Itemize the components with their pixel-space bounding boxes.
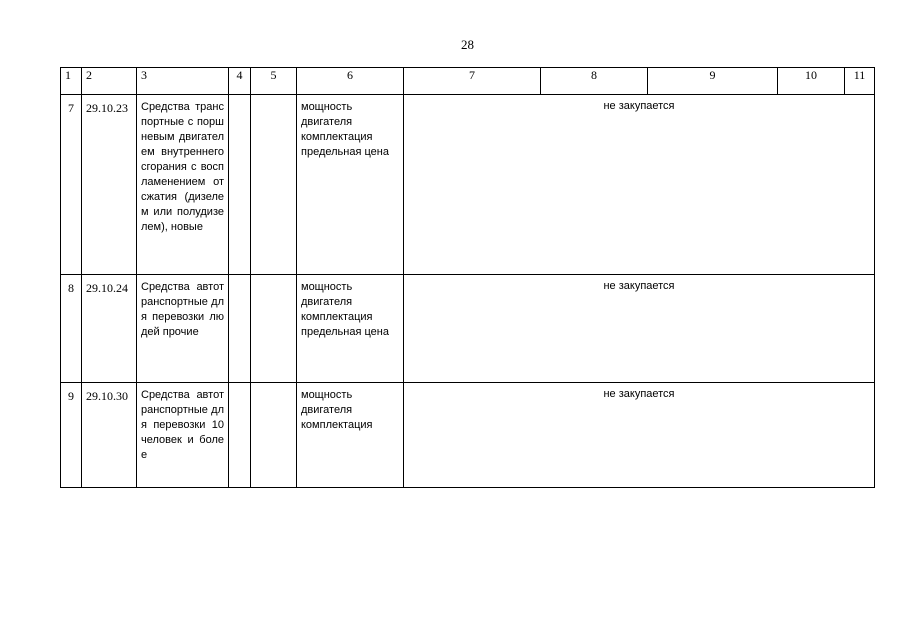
- header-cell-7: 7: [404, 68, 541, 95]
- characteristics-cell: [297, 95, 404, 275]
- row-number: 8: [61, 275, 82, 383]
- characteristic: комплектация: [301, 419, 373, 431]
- characteristic: комплектация: [301, 131, 373, 143]
- page-number: 28: [461, 37, 474, 52]
- header-cell-9: 9: [648, 68, 778, 95]
- okpd-code: 29.10.24: [82, 275, 137, 383]
- table-row: [61, 95, 875, 275]
- okpd-code: 29.10.23: [82, 95, 137, 275]
- item-name: Средства автотранспортные для перевозки 10 человек и более: [137, 383, 229, 488]
- header-cell-8: 8: [541, 68, 648, 95]
- empty-cell: [251, 275, 297, 383]
- characteristic: предельная цена: [301, 326, 389, 338]
- purchase-status: не закупается: [404, 95, 875, 275]
- characteristic: комплектация: [301, 311, 373, 323]
- empty-cell: [229, 95, 251, 275]
- empty-cell: [251, 95, 297, 275]
- characteristic: мощность двигателя: [301, 281, 353, 308]
- okpd-code: 29.10.30: [82, 383, 137, 488]
- characteristics-cell: [297, 275, 404, 383]
- table-row: [61, 275, 875, 383]
- characteristics-cell: [297, 383, 404, 488]
- header-cell-10: 10: [778, 68, 845, 95]
- header-cell-3: 3: [137, 68, 229, 95]
- header-cell-1: 1: [61, 68, 82, 95]
- table-row: [61, 383, 875, 488]
- characteristic: предельная цена: [301, 146, 389, 158]
- item-name: Средства автотранспортные для перевозки людей прочие: [137, 275, 229, 383]
- requirements-table: [60, 67, 875, 488]
- characteristic: мощность двигателя: [301, 101, 353, 128]
- row-number: 7: [61, 95, 82, 275]
- purchase-status: не закупается: [404, 275, 875, 383]
- empty-cell: [251, 383, 297, 488]
- header-cell-2: 2: [82, 68, 137, 95]
- header-cell-11: 11: [845, 68, 875, 95]
- row-number: 9: [61, 383, 82, 488]
- characteristic: мощность двигателя: [301, 389, 353, 416]
- item-name: Средства транспортные с поршневым двигателем внутреннего сгорания с воспламенением от сжатия (дизелем или полудизелем), новые: [137, 95, 229, 275]
- header-cell-6: 6: [297, 68, 404, 95]
- purchase-status: не закупается: [404, 383, 875, 488]
- empty-cell: [229, 383, 251, 488]
- header-cell-4: 4: [229, 68, 251, 95]
- header-row: [61, 68, 875, 95]
- header-cell-5: 5: [251, 68, 297, 95]
- empty-cell: [229, 275, 251, 383]
